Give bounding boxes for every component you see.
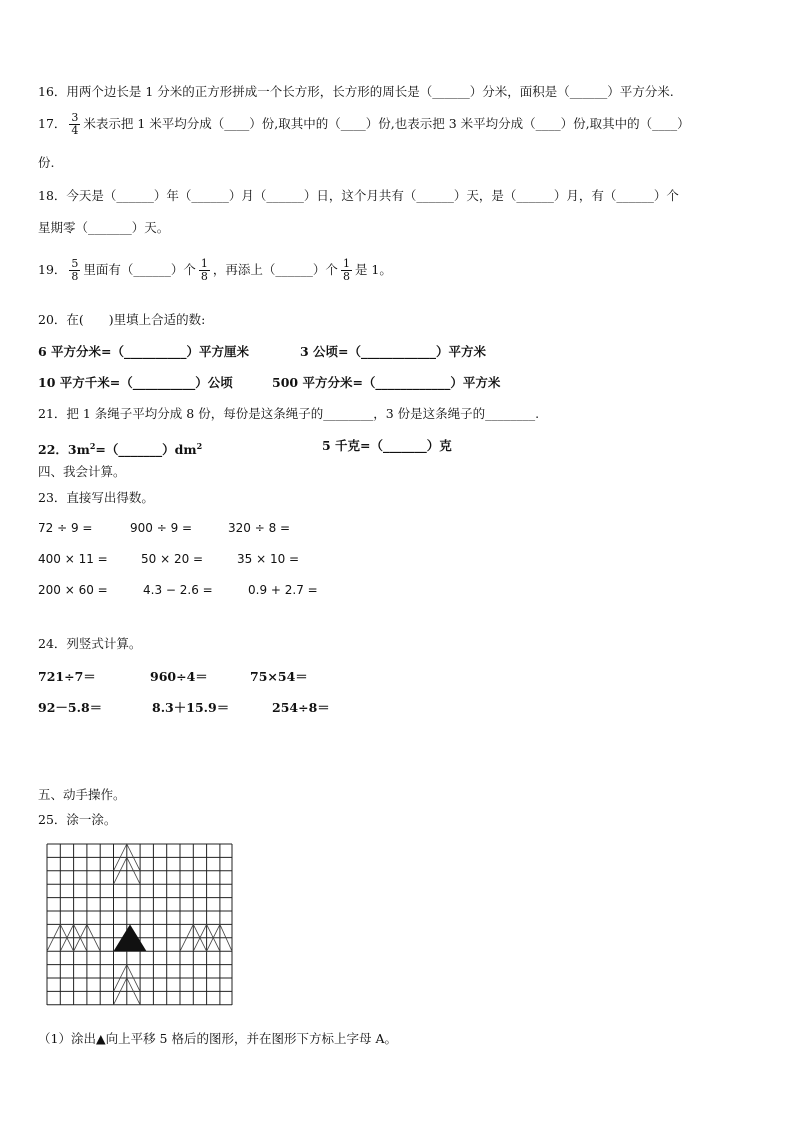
calc-23-2-2: 50 × 20 = bbox=[141, 552, 204, 566]
question-22-a: 22．$3m^2=(\_\_\_\_\_\_\_)dm^2$ bbox=[38, 441, 203, 458]
grid-figure bbox=[46, 843, 236, 1013]
grid-lines bbox=[47, 844, 232, 1005]
calc-23-1-3: 320 ÷ 8 = bbox=[228, 521, 291, 535]
calc-23-3-2: 4.3 − 2.6 = bbox=[143, 583, 213, 597]
section-4-heading: 四、我会计算。 bbox=[38, 464, 126, 479]
calc-23-3-1: 200 × 60 = bbox=[38, 583, 108, 597]
section-5-heading: 五、动手操作。 bbox=[38, 787, 126, 802]
vcalc-24-2-2: 8.3＋15.9＝ bbox=[152, 700, 230, 715]
calc-23-2-3: 35 × 10 = bbox=[237, 552, 300, 566]
vcalc-24-1-3: 75×54＝ bbox=[250, 669, 308, 684]
question-20-b: 3 公顷=（____________）平方米 bbox=[300, 344, 487, 359]
question-19-text2: ，再添上（______）个 bbox=[212, 262, 338, 277]
question-18-line1: 18．今天是（______）年（______）月（______）日，这个月共有（______）天，是（______）月，有（______）个 bbox=[38, 188, 679, 203]
question-16: 16．用两个边长是 1 分米的正方形拼成一个长方形，长方形的周长是（______）分米，面积是（______）平方分米. bbox=[38, 84, 674, 99]
vcalc-24-2-3: 254÷8＝ bbox=[272, 700, 330, 715]
question-19-text1: 里面有（______）个 bbox=[83, 262, 196, 277]
question-23-title: 23．直接写出得数。 bbox=[38, 490, 154, 505]
question-20-c: 10 平方千米=（__________）公顷 bbox=[38, 375, 233, 390]
question-22-b: 5 千克=（_______）克 bbox=[322, 438, 452, 453]
fraction-five-eighths: $\frac{5}{8}$ bbox=[71, 257, 79, 283]
question-21: 21．把 1 条绳子平均分成 8 份，每份是这条绳子的________，3 份是这条绳子的________. bbox=[38, 406, 540, 421]
question-17-number: 17． bbox=[38, 116, 67, 131]
question-25-title: 25．涂一涂。 bbox=[38, 812, 117, 827]
vcalc-24-2-1: 92－5.8＝ bbox=[38, 700, 103, 715]
question-19 bbox=[38, 258, 392, 283]
vcalc-24-1-1: 721÷7＝ bbox=[38, 669, 96, 684]
calc-23-1-2: 900 ÷ 9 = bbox=[130, 521, 193, 535]
fraction-three-quarters: $\frac{3}{4}$ bbox=[71, 111, 79, 137]
question-20-a: 6 平方分米=（__________）平方厘米 bbox=[38, 344, 250, 359]
question-19-number: 19． bbox=[38, 262, 67, 277]
question-20-title: 20．在( )里填上合适的数: bbox=[38, 312, 206, 327]
question-19-text3: 是 1。 bbox=[354, 262, 392, 277]
calc-23-1-1: 72 ÷ 9 = bbox=[38, 521, 93, 535]
question-17 bbox=[38, 112, 690, 137]
question-17-continued: 份. bbox=[38, 155, 55, 170]
question-18-line2: 星期零（_______）天。 bbox=[38, 220, 170, 235]
question-24-title: 24．列竖式计算。 bbox=[38, 636, 142, 651]
question-17-text: 米表示把 1 米平均分成（____）份,取其中的（____）份,也表示把 3 米平均分成（____）份,取其中的（____） bbox=[83, 116, 690, 131]
calc-23-3-3: 0.9 + 2.7 = bbox=[248, 583, 318, 597]
fraction-one-eighth-2: $\frac{1}{8}$ bbox=[342, 257, 350, 283]
fraction-one-eighth: $\frac{1}{8}$ bbox=[200, 257, 208, 283]
vcalc-24-1-2: 960÷4＝ bbox=[150, 669, 208, 684]
question-20-d: 500 平方分米=（____________）平方米 bbox=[272, 375, 501, 390]
question-25-sub1: （1）涂出▲向上平移 5 格后的图形，并在图形下方标上字母 A。 bbox=[38, 1031, 397, 1046]
calc-23-2-1: 400 × 11 = bbox=[38, 552, 108, 566]
